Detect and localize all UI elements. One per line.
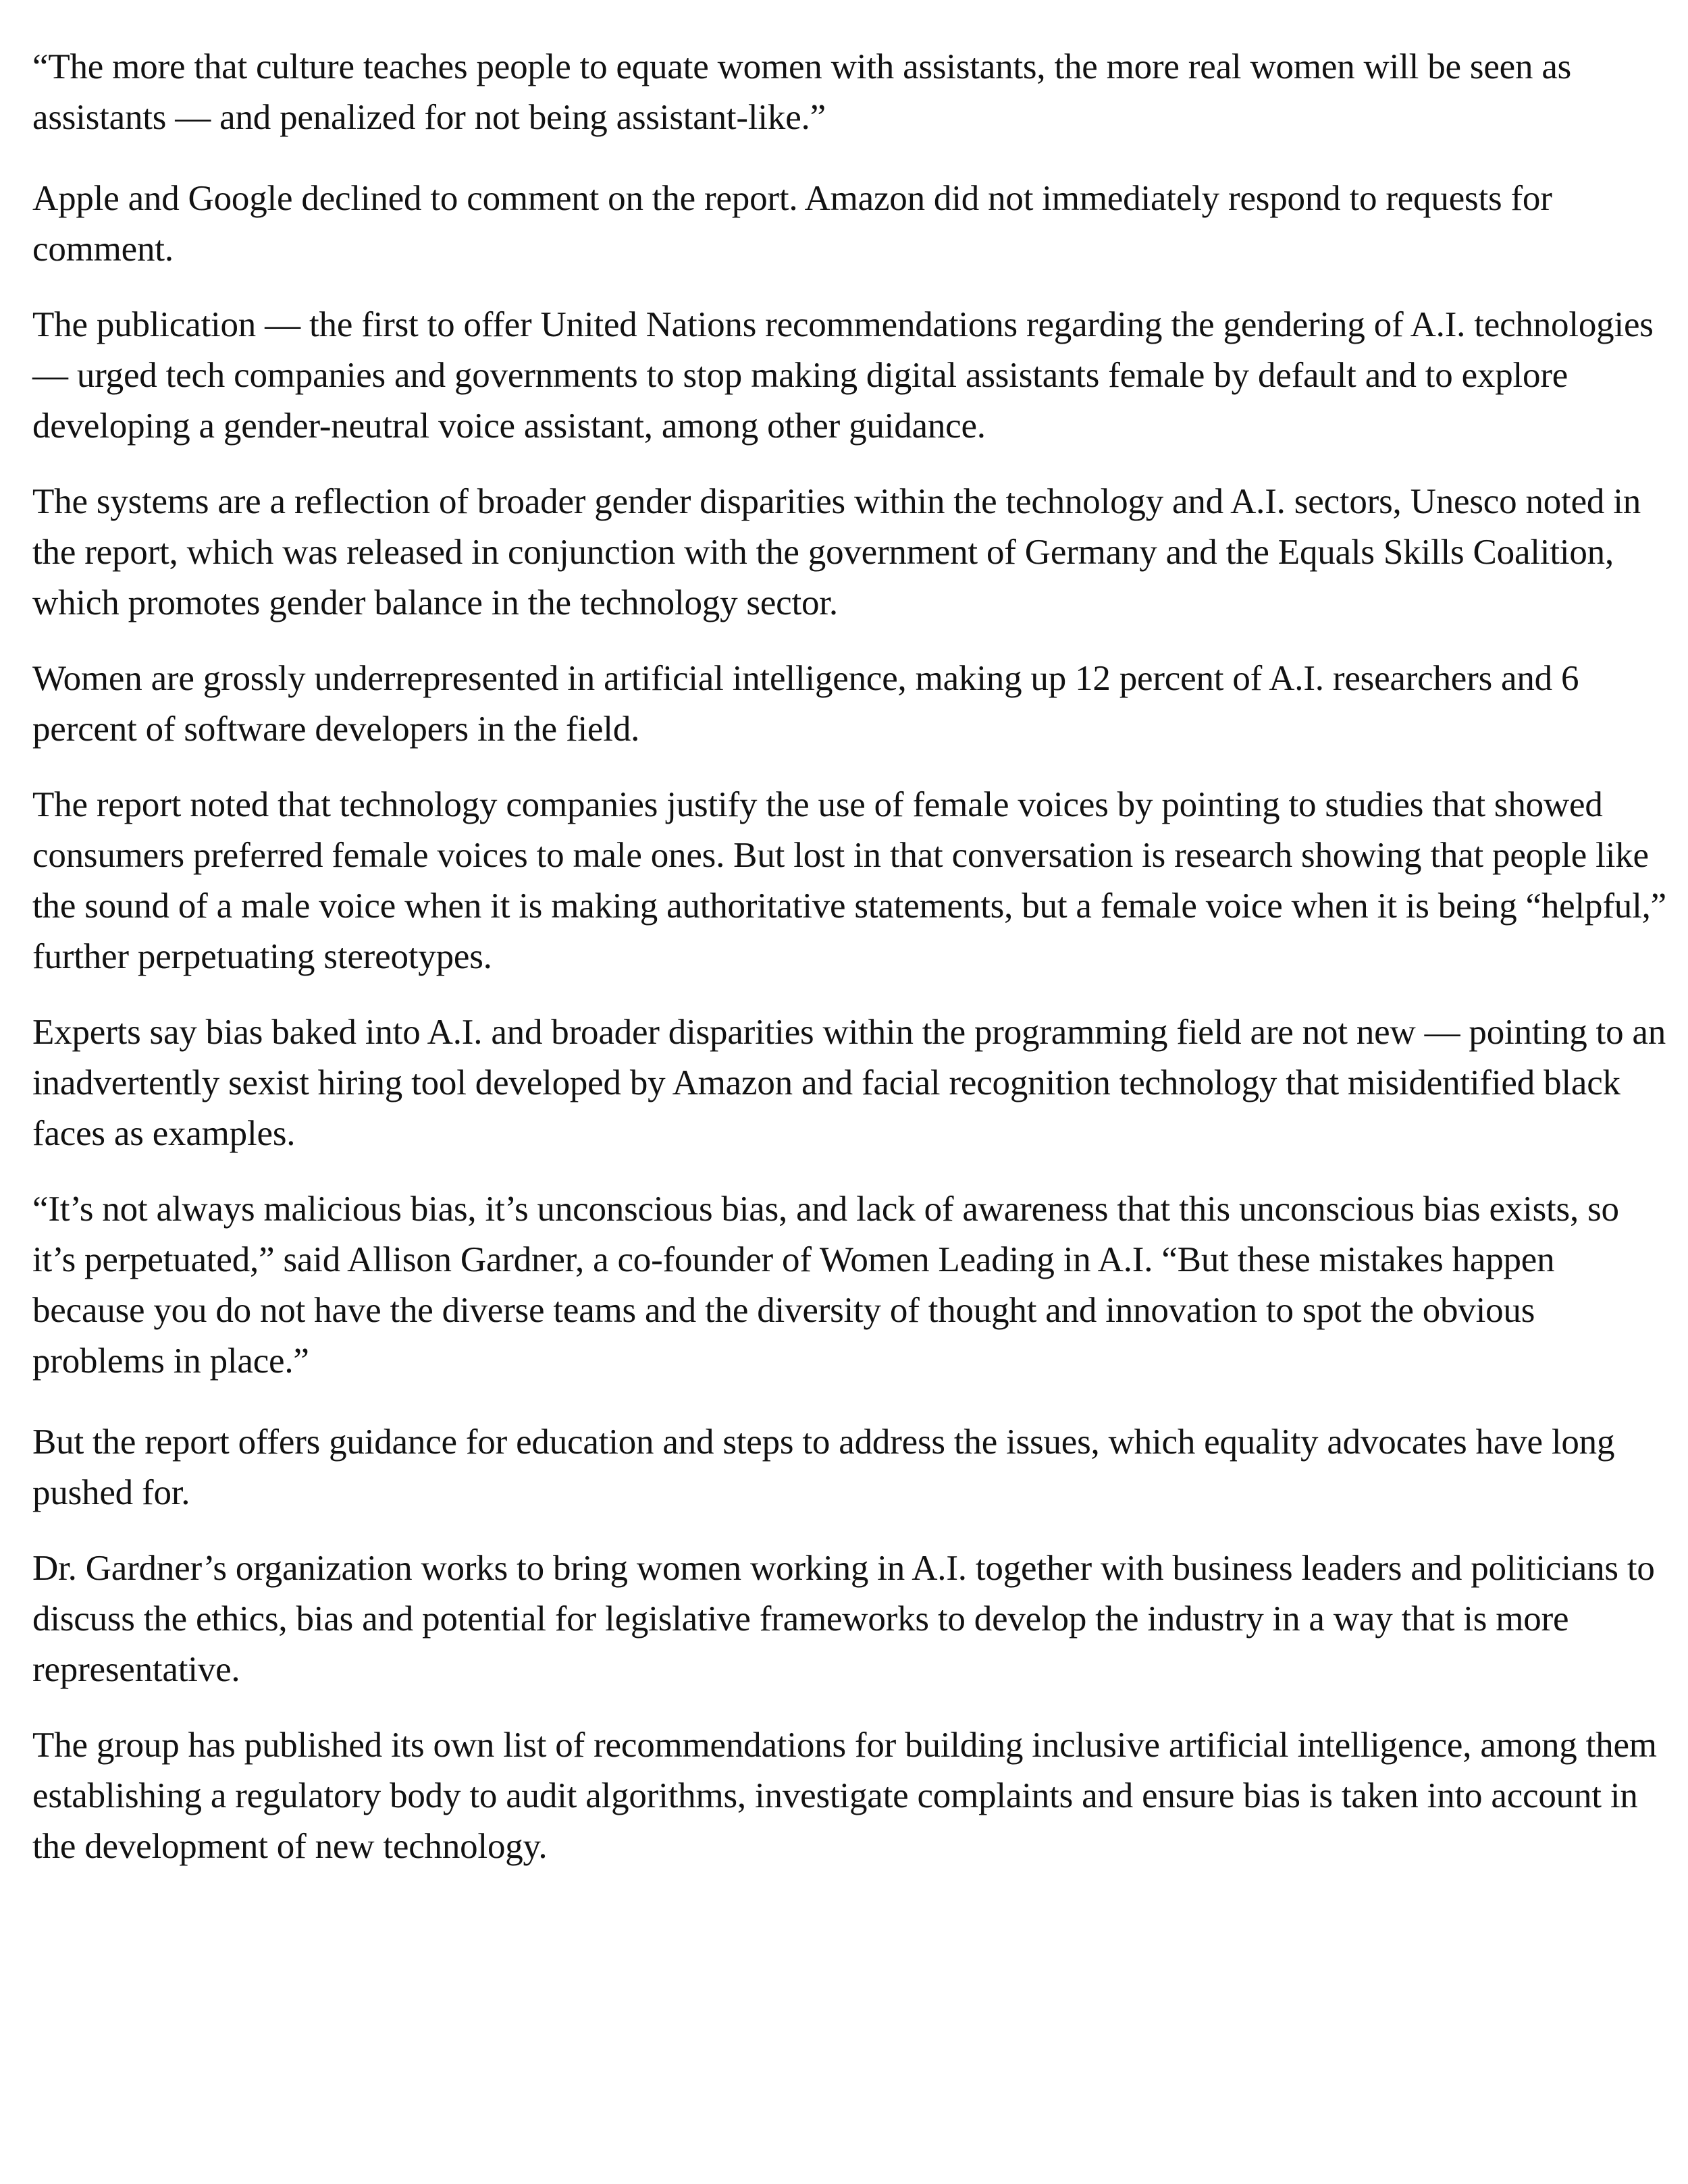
article-paragraph: Women are grossly underrepresented in artificial intelligence, making up 12 percent of A.I. researchers and 6 percent of software developers in the field.: [32, 659, 1579, 749]
article-paragraph: The group has published its own list of recommendations for building inclusive artificial intelligence, among them establishing a regulatory body to audit algorithms, investigate complaints and ensure bias is taken into account in the development of new technology.: [32, 1726, 1657, 1866]
article-paragraph: Experts say bias baked into A.I. and broader disparities within the programming field are not new — pointing to an inadvertently sexist hiring tool developed by Amazon and facial recognition technology that misidentified black faces as examples.: [32, 1013, 1666, 1153]
article-paragraph: “The more that culture teaches people to equate women with assistants, the more real women will be seen as assistants — and penalized for not being assistant-like.”: [32, 47, 1572, 137]
article-paragraph: The publication — the first to offer United Nations recommendations regarding the gendering of A.I. technologies — urged tech companies and governments to stop making digital assistants female by default and to explore developing a gender-neutral voice assistant, among other guidance.: [32, 305, 1654, 446]
article-paragraph: The report noted that technology companies justify the use of female voices by pointing to studies that showed consumers preferred female voices to male ones. But lost in that conversation is research showing that people like the sound of a male voice when it is making authoritative statements, but a female voice when it is being “helpful,” further perpetuating stereotypes.: [32, 785, 1666, 976]
article-body: [32, 42, 1666, 1897]
article-paragraph: The systems are a reflection of broader gender disparities within the technology and A.I. sectors, Unesco noted in the report, which was released in conjunction with the government of Germany and the Equals Skills Coalition, which promotes gender balance in the technology sector.: [32, 482, 1641, 622]
article-paragraph: Apple and Google declined to comment on the report. Amazon did not immediately respond to requests for comment.: [32, 179, 1552, 269]
article-paragraph: Dr. Gardner’s organization works to bring women working in A.I. together with business leaders and politicians to discuss the ethics, bias and potential for legislative frameworks to develop the industry in a way that is more representative.: [32, 1549, 1655, 1689]
article-paragraph: But the report offers guidance for education and steps to address the issues, which equality advocates have long pushed for.: [32, 1422, 1615, 1512]
article-paragraph: “It’s not always malicious bias, it’s unconscious bias, and lack of awareness that this unconscious bias exists, so it’s perpetuated,” said Allison Gardner, a co-founder of Women Leading in A.I. “But these mistakes happen because you do not have the diverse teams and the diversity of thought and innovation to spot the obvious problems in place.”: [32, 1190, 1619, 1381]
